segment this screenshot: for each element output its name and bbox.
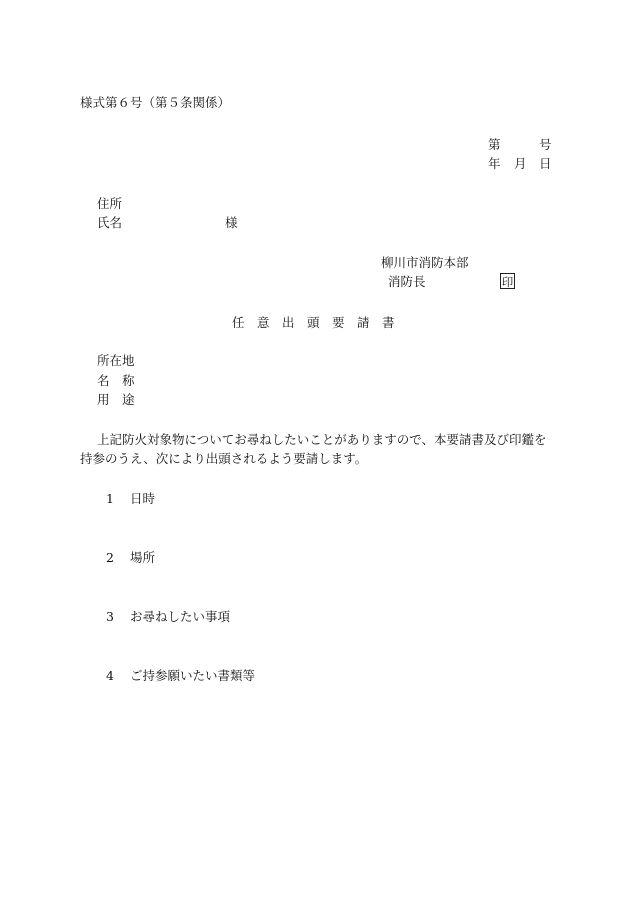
item-2-number: 2 [106, 550, 114, 565]
item-4-number: 4 [106, 668, 114, 683]
date-month: 月 [514, 156, 527, 171]
location-label: 所在地 [97, 353, 135, 368]
document-title: 任 意 出 頭 要 請 書 [232, 315, 395, 330]
doc-number-prefix: 第 [488, 137, 501, 152]
item-1-number: 1 [106, 491, 114, 506]
item-4-label: ご持参願いたい書類等 [130, 668, 256, 683]
object-name-label: 名 称 [97, 373, 135, 388]
item-2-label: 場所 [130, 550, 156, 565]
doc-number-suffix: 号 [539, 137, 552, 152]
item-3-number: 3 [106, 609, 114, 624]
usage-label: 用 途 [97, 392, 135, 407]
sender-organization: 柳川市消防本部 [381, 255, 469, 270]
body-text-line-1: 上記防火対象物についてお尋ねしたいことがありますので、本要請書及び印鑑を [97, 432, 547, 447]
item-3-label: お尋ねしたい事項 [130, 609, 231, 624]
date-day: 日 [539, 156, 552, 171]
sender-title: 消防長 [388, 274, 426, 289]
recipient-honorific: 様 [225, 215, 238, 230]
date-year: 年 [488, 156, 501, 171]
form-number: 様式第６号（第５条関係） [80, 95, 231, 110]
seal-stamp-box: 印 [501, 275, 514, 289]
recipient-address-label: 住所 [97, 196, 123, 211]
body-text-line-2: 持参のうえ、次により出頭されるよう要請します。 [80, 451, 368, 466]
item-1-label: 日時 [130, 491, 156, 506]
recipient-name-label: 氏名 [97, 215, 123, 230]
